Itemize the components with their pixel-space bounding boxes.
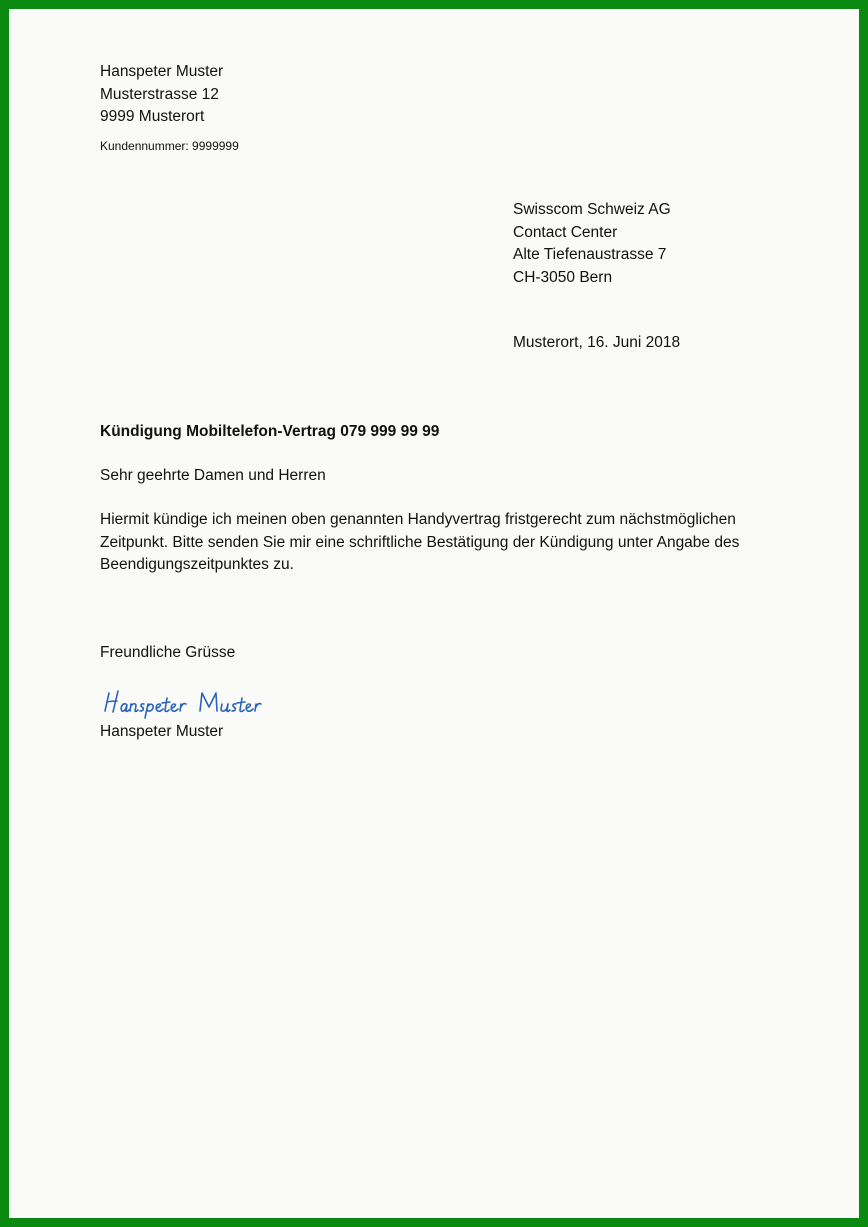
handwritten-signature	[101, 685, 291, 719]
body-line: Zeitpunkt. Bitte senden Sie mir eine schriftliche Bestätigung der Kündigung unter Angabe des	[100, 533, 740, 551]
body-line: Beendigungszeitpunktes zu.	[100, 556, 294, 573]
recipient-street: Alte Tiefenaustrasse 7	[513, 246, 667, 263]
signature-image	[101, 685, 291, 719]
recipient-city: CH-3050 Bern	[513, 268, 613, 286]
letter-closing: Freundliche Grüsse	[100, 644, 236, 661]
customer-number: Kundennummer: 9999999	[100, 139, 239, 153]
faint-watermark: ⠀	[41, 1173, 49, 1184]
body-line: Hiermit kündige ich meinen oben genannten Handyvertrag fristgerecht zum nächstmöglichen	[100, 511, 736, 528]
letter-subject: Kündigung Mobiltelefon-Vertrag 079 999 99 99	[100, 423, 440, 440]
letter-page	[9, 9, 859, 1218]
sender-city: 9999 Musterort	[100, 108, 205, 125]
sender-street: Musterstrasse 12	[100, 85, 219, 103]
sender-name: Hanspeter Muster	[100, 63, 224, 80]
recipient-department: Contact Center	[513, 223, 618, 241]
sender-address	[100, 61, 223, 129]
printed-name: Hanspeter Muster	[100, 723, 224, 740]
letter-body	[100, 509, 739, 577]
recipient-company: Swisscom Schweiz AG	[513, 201, 671, 218]
letter-salutation: Sehr geehrte Damen und Herren	[100, 467, 326, 484]
recipient-address	[513, 199, 671, 289]
letter-date: Musterort, 16. Juni 2018	[513, 334, 681, 351]
